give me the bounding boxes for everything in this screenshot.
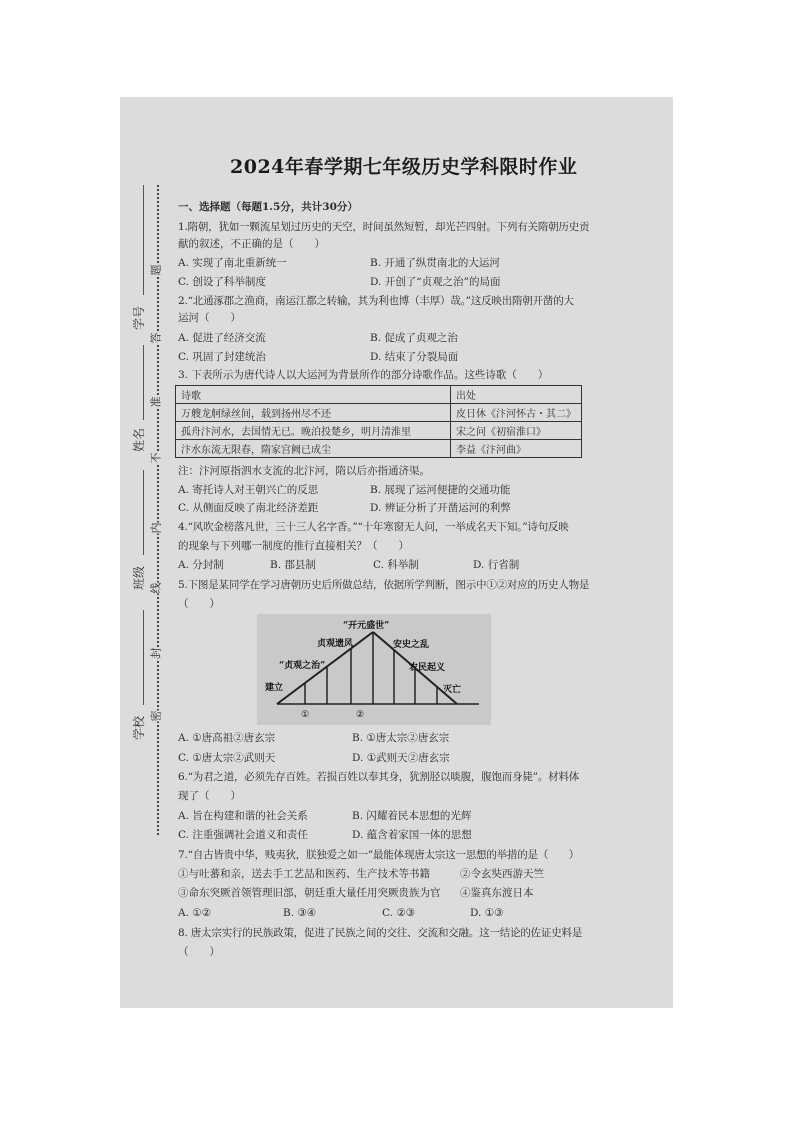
- q6-option-b: B. 闪耀着民本思想的光辉: [352, 810, 472, 822]
- table-row: [176, 422, 582, 440]
- q2-option-a: A. 促进了经济交流: [178, 332, 266, 344]
- diagram-label-peak: “开元盛世”: [343, 621, 390, 631]
- q4-option-d: D. 行省制: [473, 559, 520, 571]
- q8-stem-1: 8. 唐太宗实行的民族政策，促进了民族之间的交往、交流和交融。这一结论的佐证史料是: [178, 927, 583, 939]
- seal-char-3: 准: [149, 396, 163, 408]
- table-row: [176, 404, 582, 422]
- diagram-label-start: 建立: [265, 683, 284, 693]
- q1-stem-2: 献的叙述，不正确的是（ ）: [178, 238, 325, 250]
- q2-option-c: C. 巩固了封建统治: [178, 351, 266, 363]
- q3-option-b: B. 展现了运河便捷的交通功能: [370, 484, 511, 496]
- table-cell: 万艘龙舸绿丝间，载到扬州尽不还: [176, 404, 451, 422]
- q6-option-c: C. 注重强调社会道义和责任: [178, 829, 308, 841]
- seal-char-2: 答: [149, 332, 163, 344]
- table-header-row: [176, 386, 582, 404]
- q4-option-b: B. 郡县制: [270, 559, 316, 571]
- diagram-mark-1: ①: [301, 710, 310, 720]
- xuehao-line: [143, 185, 144, 295]
- banji-label: 班级: [132, 565, 146, 590]
- table-cell: 孤舟汴河水，去国情无已。晚泊投楚乡，明月清淮里: [176, 422, 451, 440]
- xuehao-label: 学号: [132, 305, 146, 330]
- q3-option-d: D. 辨证分析了开凿运河的利弊: [370, 502, 511, 514]
- table-header-cell: 诗歌: [176, 386, 451, 404]
- xingming-label: 姓名: [132, 427, 146, 452]
- q4-option-c: C. 科举制: [373, 559, 419, 571]
- table-row: [176, 440, 582, 458]
- q5-stem-2: （ ）: [178, 598, 220, 610]
- seal-char-7: 封: [149, 647, 163, 659]
- q8-stem-2: （ ）: [178, 946, 220, 958]
- banji-line: [143, 470, 144, 555]
- q7-item-2: ②令玄奘西游天竺: [460, 868, 544, 880]
- table-cell: 宋之问《初宿淮口》: [451, 422, 582, 440]
- diagram-svg: [257, 614, 491, 725]
- xuexiao-label: 学校: [132, 715, 146, 740]
- seal-char-8: 密: [149, 710, 163, 722]
- q5-stem-1: 5.下图是某同学在学习唐朝历史后所做总结，依据所学判断，图示中①②对应的历史人物是: [178, 579, 590, 591]
- xuexiao-line: [143, 610, 144, 705]
- q5-option-b: B. ①唐太宗②唐玄宗: [352, 732, 450, 744]
- q4-stem-1: 4.“风吹金榜落凡世，三十三人名字香。”“十年寒窗无人问，一举成名天下知。”诗句反映: [178, 521, 569, 533]
- section-heading: 一、选择题（每题1.5分，共计30分）: [178, 201, 358, 213]
- q6-stem-2: 现了（ ）: [178, 790, 241, 802]
- q5-option-d: D. ①武则天②唐玄宗: [352, 752, 450, 764]
- q6-stem-1: 6.“为君之道，必须先存百姓。若损百姓以奉其身，犹割胫以啖腹，腹饱而身毙”。材料体: [178, 771, 580, 783]
- diagram-label-end: 灭亡: [443, 685, 462, 695]
- q7-item-4: ④鉴真东渡日本: [460, 887, 534, 899]
- q2-option-d: D. 结束了分裂局面: [370, 351, 459, 363]
- seal-dotted-line: [157, 185, 159, 835]
- q2-stem-2: 运河（ ）: [178, 312, 241, 324]
- diagram-label-left-lower: “贞观之治”: [279, 661, 326, 671]
- q3-poem-table: [175, 385, 582, 458]
- q5-option-c: C. ①唐太宗②武则天: [178, 752, 276, 764]
- q5-option-a: A. ①唐高祖②唐玄宗: [178, 732, 276, 744]
- table-cell: 李益《汴河曲》: [451, 440, 582, 458]
- table-cell: 皮日休《汴河怀古・其二》: [451, 404, 582, 422]
- q7-item-3: ③命东突厥首领管理旧部，朝廷重大量任用突厥贵族为官: [178, 887, 441, 899]
- q3-option-c: C. 从侧面反映了南北经济差距: [178, 502, 319, 514]
- q2-option-b: B. 促成了贞观之治: [370, 332, 458, 344]
- q3-stem: 3. 下表所示为唐代诗人以大运河为背景所作的部分诗歌作品。这些诗歌（ ）: [178, 369, 549, 381]
- seal-char-4: 不: [149, 452, 163, 464]
- q3-note: 注：汴河原指泗水支流的北汴河，隋以后亦指通济渠。: [178, 465, 430, 477]
- q7-option-a: A. ①②: [178, 907, 212, 919]
- q4-option-a: A. 分封制: [178, 559, 224, 571]
- q7-option-c: C. ②③: [382, 907, 416, 919]
- q3-option-a: A. 寄托诗人对王朝兴亡的反思: [178, 484, 319, 496]
- table-header-cell: 出处: [451, 386, 582, 404]
- q7-item-1: ①与吐蕃和亲，送去手工艺品和医药、生产技术等书籍: [178, 868, 430, 880]
- diagram-label-right-lower: 农民起义: [409, 663, 446, 673]
- q1-option-d: D. 开创了“贞观之治”的局面: [370, 276, 501, 288]
- q4-stem-2: 的现象与下列哪一制度的推行直接相关？（ ）: [178, 540, 409, 552]
- seal-char-5: 内: [149, 522, 163, 534]
- table-cell: 汴水东流无限春，隋家宫阙已成尘: [176, 440, 451, 458]
- seal-char-6: 线: [149, 582, 163, 594]
- tang-dynasty-diagram: [257, 614, 491, 725]
- q6-option-d: D. 蕴含着家国一体的思想: [352, 829, 472, 841]
- xingming-line: [143, 345, 144, 420]
- diagram-label-right-upper: 安史之乱: [393, 640, 430, 650]
- seal-char-1: 题: [149, 264, 163, 276]
- q6-option-a: A. 旨在构建和谐的社会关系: [178, 810, 308, 822]
- q7-stem: 7.“自古皆贵中华，贱夷狄，朕独爱之如一”最能体现唐太宗这一思想的举措的是（ ）: [178, 849, 580, 861]
- q1-option-b: B. 开通了纵贯南北的大运河: [370, 257, 500, 269]
- q1-option-a: A. 实现了南北重新统一: [178, 257, 287, 269]
- q1-stem-1: 1.隋朝，犹如一颗流星划过历史的天空，时间虽然短暂，却光芒四射。下列有关隋朝历史贡: [178, 221, 590, 233]
- q1-option-c: C. 创设了科举制度: [178, 276, 266, 288]
- q7-option-b: B. ③④: [283, 907, 317, 919]
- q2-stem-1: 2.“北通涿郡之渔商，南运江都之转输，其为利也博（丰厚）哉。”这反映出隋朝开凿的大: [178, 295, 574, 307]
- page-title: 2024年春学期七年级历史学科限时作业: [230, 156, 578, 178]
- q7-option-d: D. ①③: [470, 907, 504, 919]
- diagram-mark-2: ②: [356, 710, 365, 720]
- diagram-label-left-upper: 贞观遗风: [317, 639, 354, 649]
